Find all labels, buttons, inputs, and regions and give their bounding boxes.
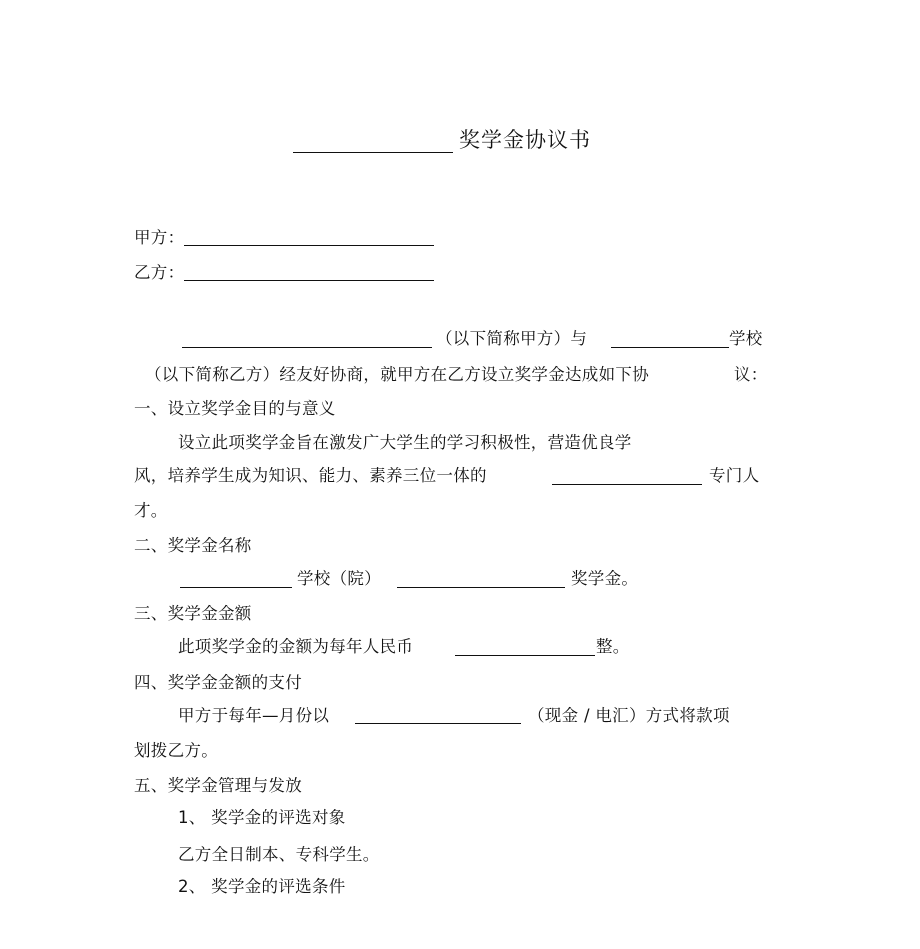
section-5-item-1-label: 1、 奖学金的评选对象 — [178, 808, 346, 827]
section-3-text-1: 此项奖学金的金额为每年人民币 — [178, 637, 414, 656]
intro-party-a-blank[interactable] — [182, 347, 432, 348]
section-4-text-2: （现金 / 电汇）方式将款项 — [528, 706, 730, 725]
section-3-text-2: 整。 — [596, 637, 630, 656]
section-1-para-line-2b: 专门人 — [709, 466, 760, 485]
section-2-text-award: 奖学金。 — [571, 569, 639, 588]
document-title: 奖学金协议书 — [459, 128, 591, 152]
party-b-blank[interactable] — [184, 280, 434, 281]
section-1-para-line-1: 设立此项奖学金旨在激发广大学生的学习积极性，营造优良学 — [178, 433, 632, 452]
intro-line-2a: （以下简称乙方）经友好协商，就甲方在乙方设立奖学金达成如下协 — [145, 365, 649, 384]
section-4-text-1: 甲方于每年—月份以 — [178, 706, 330, 725]
intro-line-2b: 议： — [734, 365, 768, 384]
section-2-award-name-blank[interactable] — [397, 587, 565, 588]
section-1-para-line-2a: 风，培养学生成为知识、能力、素养三位一体的 — [134, 466, 487, 485]
party-a-label: 甲方： — [134, 228, 185, 247]
section-4-heading: 四、奖学金金额的支付 — [134, 673, 302, 692]
intro-school-blank[interactable] — [611, 347, 729, 348]
section-2-heading: 二、奖学金名称 — [134, 536, 252, 555]
section-2-text-school: 学校（院） — [297, 569, 381, 588]
section-5-item-1-text: 乙方全日制本、专科学生。 — [178, 845, 380, 864]
section-4-method-blank[interactable] — [355, 723, 521, 724]
section-3-heading: 三、奖学金金额 — [134, 604, 252, 623]
section-4-text-3: 划拨乙方。 — [134, 741, 218, 760]
intro-text-1: （以下简称甲方）与 — [436, 329, 588, 348]
party-a-blank[interactable] — [184, 245, 434, 246]
section-1-talent-blank[interactable] — [552, 484, 702, 485]
intro-text-2: 学校 — [729, 329, 763, 348]
section-2-school-blank[interactable] — [180, 587, 292, 588]
party-b-label: 乙方： — [134, 263, 185, 282]
section-5-item-2-label: 2、 奖学金的评选条件 — [178, 877, 346, 896]
section-5-heading: 五、奖学金管理与发放 — [134, 776, 302, 795]
section-1-heading: 一、设立奖学金目的与意义 — [134, 399, 336, 418]
section-1-para-line-3: 才。 — [134, 501, 168, 520]
section-3-amount-blank[interactable] — [455, 655, 595, 656]
title-name-blank[interactable] — [293, 152, 453, 153]
